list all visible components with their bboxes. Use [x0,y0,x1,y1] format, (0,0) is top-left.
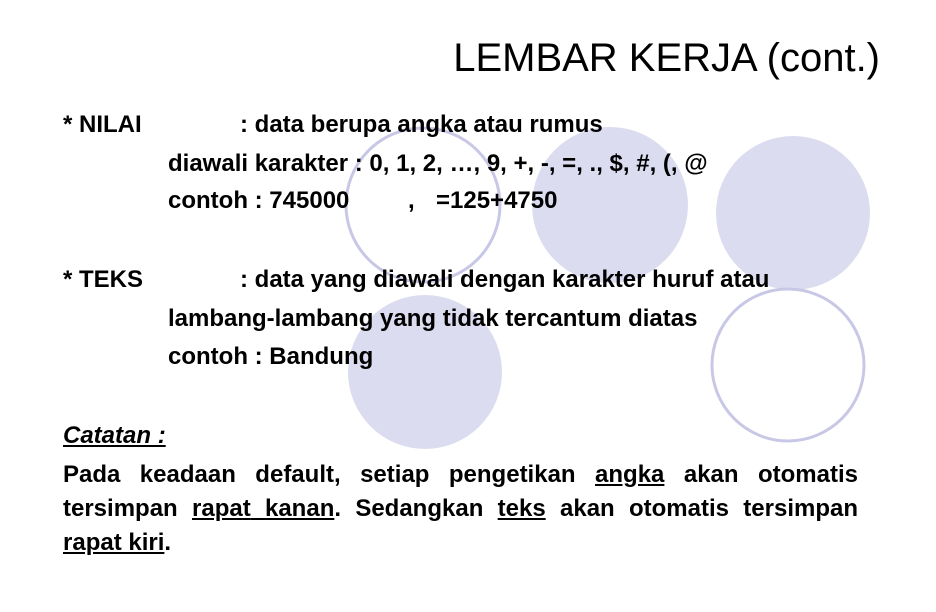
catatan-text: Pada keadaan default, setiap pengetikan [63,461,596,488]
catatan-underlined-rapat: rapat [192,495,251,522]
catatan-underlined-rapat-kiri: rapat kiri [63,529,165,556]
nilai-definition: : data berupa angka atau rumus [240,111,603,138]
teks-label: * TEKS [63,266,144,293]
catatan-heading: Catatan : [63,422,166,449]
page-title: LEMBAR KERJA (cont.) [453,36,880,80]
catatan-text: akan otomatis tersimpan [63,461,859,522]
catatan-underlined-kanan: kanan [264,495,335,522]
teks-line2: lambang-lambang yang tidak tercantum diatas [168,305,698,332]
nilai-label: * NILAI [63,111,142,138]
nilai-example-formula: =125+4750 [436,187,558,214]
catatan-underlined-teks: teks [497,495,546,522]
catatan-text: akan otomatis tersimpan [545,495,858,522]
teks-example: contoh : Bandung [168,343,374,370]
catatan-underlined-angka: angka [595,461,665,488]
nilai-example: contoh : 745000 [168,187,350,214]
nilai-chars-line: diawali karakter : 0, 1, 2, …, 9, +, -, =, ., $, #, (, @ [168,150,708,177]
catatan-text: . Sedangkan [334,495,498,522]
decor-circle [712,289,864,441]
teks-definition: : data yang diawali dengan karakter huruf atau [240,266,770,293]
nilai-example-separator: , [408,187,415,214]
catatan-paragraph [63,458,858,560]
catatan-underlined-space [251,495,265,522]
catatan-text: . [164,529,172,556]
